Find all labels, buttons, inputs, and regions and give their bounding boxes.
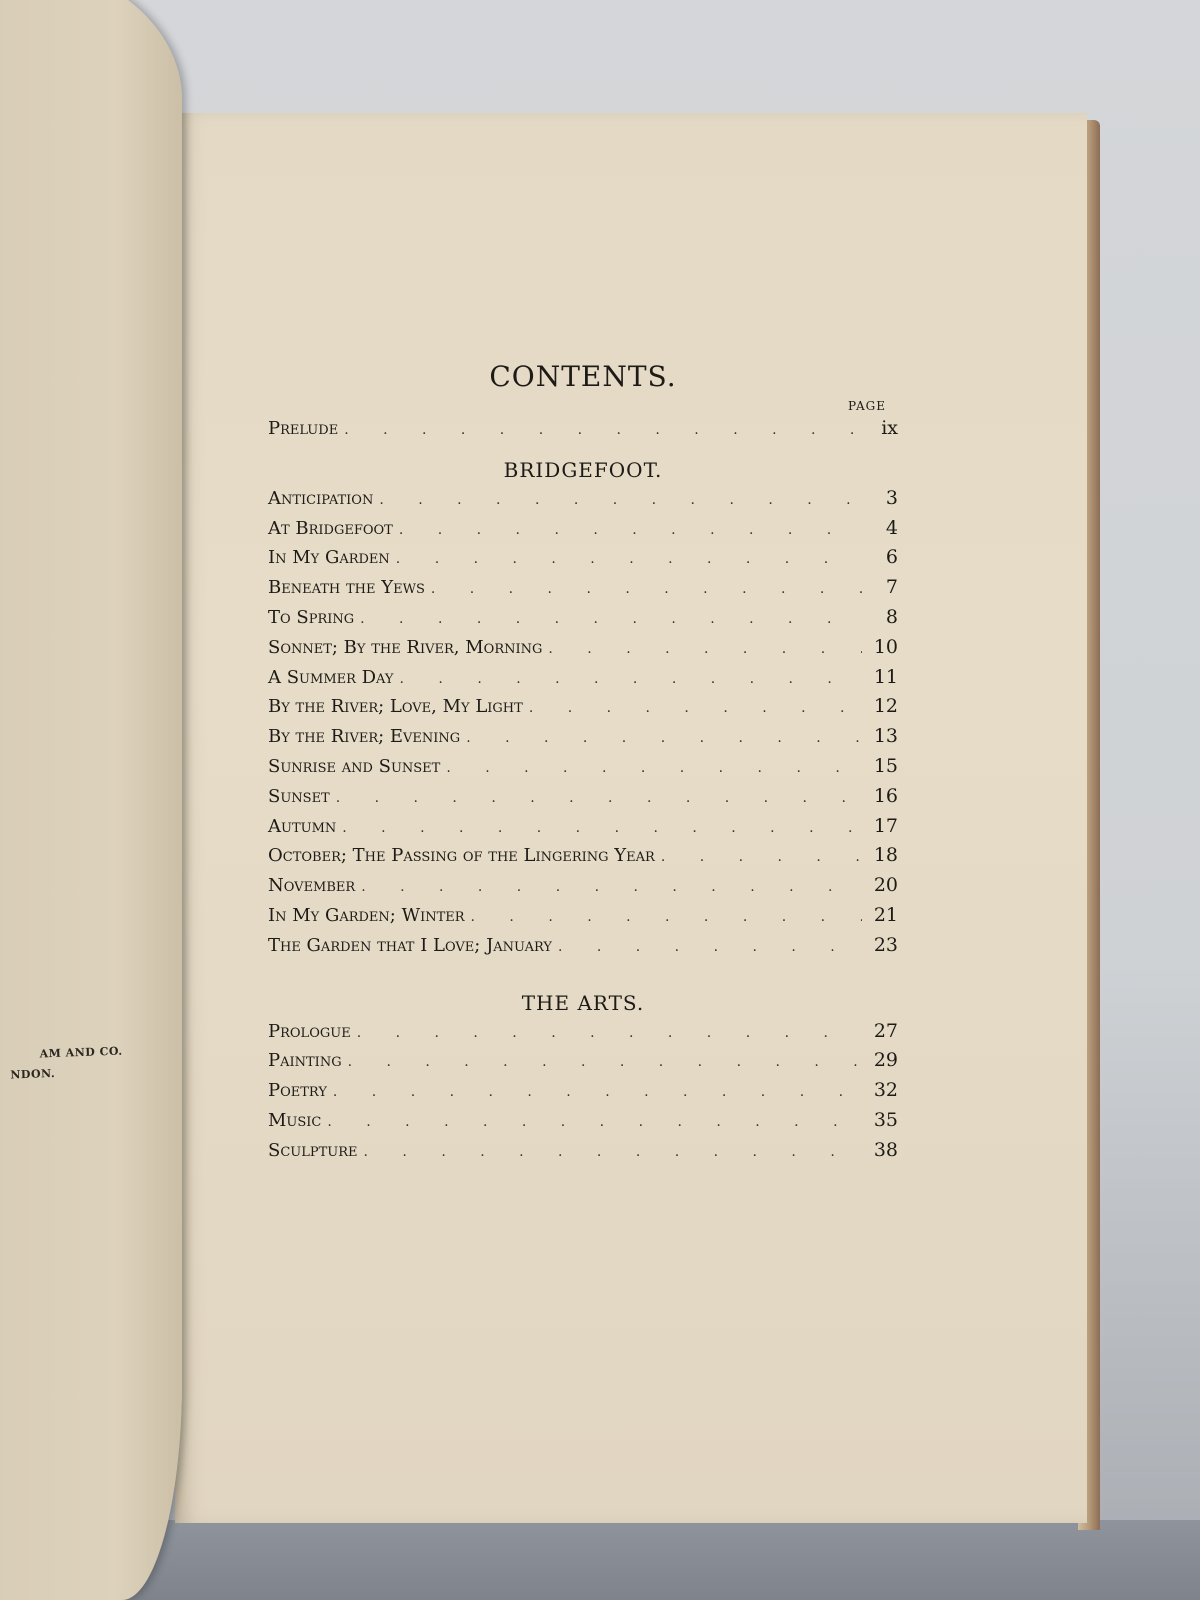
entry-title: Prelude (268, 418, 339, 439)
entry-title: Music (268, 1109, 322, 1131)
dot-leader (529, 700, 862, 716)
left-page (0, 0, 182, 1600)
section-bridgefoot-entries (268, 487, 898, 964)
entry-page: 23 (873, 933, 898, 956)
toc-entry (268, 1139, 898, 1169)
dot-leader (348, 1054, 862, 1070)
entry-title: Prologue (268, 1020, 351, 1042)
dot-leader (661, 849, 862, 865)
section-the-arts-entries (268, 1020, 898, 1169)
background-surface (0, 1520, 1200, 1600)
entry-title: Autumn (268, 815, 337, 837)
dot-leader (333, 1084, 862, 1100)
dot-leader (471, 909, 862, 925)
toc-entry (268, 934, 898, 964)
toc-entry (268, 487, 898, 517)
entry-page: 15 (873, 754, 898, 777)
toc-entry (268, 517, 898, 547)
dot-leader (446, 760, 862, 776)
entry-title: October; The Passing of the Lingering Year (268, 845, 655, 867)
toc-entry (268, 695, 898, 725)
entry-page: 3 (885, 486, 898, 509)
dot-leader (379, 492, 862, 508)
toc-entry (268, 1109, 898, 1139)
entry-page: 38 (873, 1138, 898, 1161)
dot-leader (342, 820, 862, 836)
entry-title: Poetry (268, 1080, 327, 1102)
toc-entry (268, 546, 898, 576)
entry-title: Sonnet; By the River, Morning (268, 636, 543, 658)
entry-page: 27 (873, 1019, 898, 1042)
entry-page: 18 (873, 844, 898, 867)
dot-leader (466, 730, 862, 746)
toc-entry (268, 1079, 898, 1109)
entry-page: 35 (873, 1108, 898, 1131)
dot-leader (336, 790, 862, 806)
toc-entry (268, 815, 898, 845)
dot-leader (360, 611, 862, 627)
dot-leader (558, 939, 862, 955)
entry-page: 21 (873, 903, 898, 926)
entry-title: The Garden that I Love; January (268, 934, 552, 956)
entry-title: To Spring (268, 606, 355, 628)
toc-entry-prelude (268, 417, 898, 447)
dot-leader (396, 551, 862, 567)
entry-title: In My Garden; Winter (268, 904, 465, 926)
entry-page: 10 (873, 635, 898, 658)
entry-title: November (268, 875, 356, 897)
entry-title: Sunrise and Sunset (268, 755, 441, 777)
dot-leader (400, 671, 862, 687)
entry-title: By the River; Love, My Light (268, 696, 523, 718)
imprint-line: NDON. (10, 1066, 56, 1082)
entry-page: 20 (873, 874, 898, 897)
dot-leader (364, 1144, 862, 1160)
entry-title: A Summer Day (268, 666, 394, 688)
toc-entry (268, 755, 898, 785)
entry-page: 16 (873, 784, 898, 807)
toc-entry (268, 725, 898, 755)
dot-leader (344, 422, 862, 438)
section-heading-the-arts: THE ARTS. (521, 990, 645, 1015)
dot-leader (548, 641, 862, 657)
entry-title: Anticipation (268, 487, 374, 509)
toc-entry (268, 636, 898, 666)
entry-title: At Bridgefoot (268, 517, 393, 539)
dot-leader (357, 1025, 862, 1041)
entry-page: 32 (873, 1079, 898, 1102)
toc-entry (268, 904, 898, 934)
entry-title: Painting (268, 1050, 342, 1072)
dot-leader (361, 879, 862, 895)
entry-page: 12 (873, 695, 898, 718)
page-column-label: PAGE (848, 399, 886, 413)
toc-entry (268, 1020, 898, 1050)
entry-page: ix (881, 417, 898, 439)
entry-title: Beneath the Yews (268, 577, 425, 599)
dot-leader (431, 581, 862, 597)
contents-title: CONTENTS. (489, 360, 677, 393)
publisher-imprint (10, 1042, 123, 1085)
dot-leader (327, 1114, 862, 1130)
table-of-contents (268, 360, 898, 1169)
toc-entry (268, 844, 898, 874)
toc-entry (268, 785, 898, 815)
entry-title: In My Garden (268, 547, 390, 569)
entry-title: Sunset (268, 785, 330, 807)
toc-entry (268, 874, 898, 904)
toc-entry (268, 576, 898, 606)
entry-title: By the River; Evening (268, 726, 461, 748)
entry-page: 11 (873, 665, 898, 688)
dot-leader (399, 522, 862, 538)
entry-page: 13 (873, 725, 898, 748)
toc-entry (268, 666, 898, 696)
section-heading-bridgefoot: BRIDGEFOOT. (503, 457, 663, 482)
entry-page: 7 (885, 576, 898, 599)
entry-page: 6 (885, 546, 898, 569)
toc-entry (268, 1049, 898, 1079)
entry-title: Sculpture (268, 1139, 358, 1161)
entry-page: 8 (885, 605, 898, 628)
entry-page: 17 (873, 814, 898, 837)
toc-entry (268, 606, 898, 636)
imprint-line: AM AND CO. (39, 1044, 123, 1061)
section-spacer (268, 964, 898, 980)
entry-page: 29 (873, 1049, 898, 1072)
entry-page: 4 (885, 516, 898, 539)
